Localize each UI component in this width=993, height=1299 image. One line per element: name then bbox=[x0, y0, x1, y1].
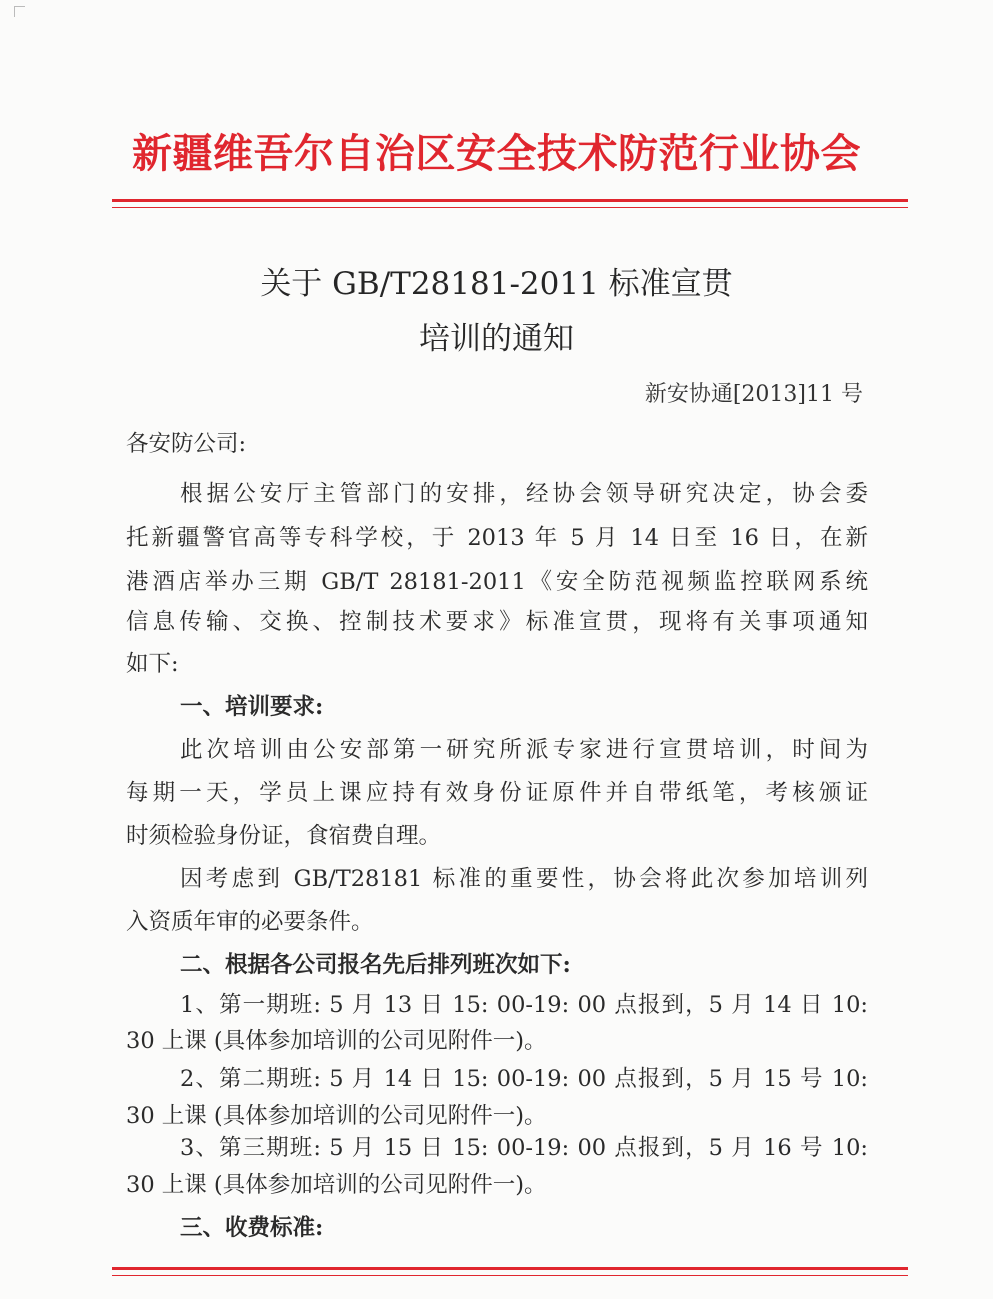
section-heading-class-schedule: 二、根据各公司报名先后排列班次如下: bbox=[180, 952, 571, 978]
letterhead-rule-thin bbox=[112, 207, 908, 208]
schedule-item-line2: 30 上课 (具体参加培训的公司见附件一)。 bbox=[126, 1103, 547, 1129]
document-number: 新安协通[2013]11 号 bbox=[644, 382, 863, 407]
schedule-item-line1: 3、第三期班: 5 月 15 日 15: 00-19: 00 点报到，5 月 16 号 10: bbox=[180, 1135, 868, 1161]
section-heading-training-requirements: 一、培训要求: bbox=[180, 694, 324, 720]
footer-rule-thin bbox=[112, 1275, 908, 1276]
salutation: 各安防公司: bbox=[126, 431, 247, 457]
body-line: 根据公安厅主管部门的安排，经协会领导研究决定，协会委 bbox=[180, 481, 868, 507]
letterhead-organization: 新疆维吾尔自治区安全技术防范行业协会 bbox=[132, 130, 861, 177]
body-line: 信息传输、交换、控制技术要求》标准宣贯，现将有关事项通知 bbox=[126, 609, 868, 635]
letterhead-rule-thick bbox=[112, 199, 908, 202]
section1-line: 入资质年审的必要条件。 bbox=[126, 909, 374, 935]
section-heading-fee-standard: 三、收费标准: bbox=[180, 1215, 324, 1241]
body-line: 托新疆警官高等专科学校，于 2013 年 5 月 14 日至 16 日，在新 bbox=[126, 525, 868, 551]
section1-line: 时须检验身份证，食宿费自理。 bbox=[126, 823, 442, 849]
section1-line: 此次培训由公安部第一研究所派专家进行宣贯培训，时间为 bbox=[180, 737, 868, 763]
schedule-item-line2: 30 上课 (具体参加培训的公司见附件一)。 bbox=[126, 1172, 547, 1198]
schedule-item-line1: 2、第二期班: 5 月 14 日 15: 00-19: 00 点报到，5 月 15 号 10: bbox=[180, 1066, 868, 1092]
footer-rule-thick bbox=[112, 1267, 908, 1270]
scan-corner-mark-icon bbox=[14, 6, 25, 17]
section1-line: 因考虑到 GB/T28181 标准的重要性，协会将此次参加培训列 bbox=[180, 866, 868, 892]
body-line: 港酒店举办三期 GB/T 28181-2011《安全防范视频监控联网系统 bbox=[126, 569, 868, 595]
document-title-line1: 关于 GB/T28181-2011 标准宣贯 bbox=[260, 266, 733, 302]
body-line: 如下: bbox=[126, 651, 179, 677]
schedule-item-line1: 1、第一期班: 5 月 13 日 15: 00-19: 00 点报到，5 月 14 日 10: bbox=[180, 992, 868, 1018]
section1-line: 每期一天，学员上课应持有效身份证原件并自带纸笔，考核颁证 bbox=[126, 780, 868, 806]
schedule-item-line2: 30 上课 (具体参加培训的公司见附件一)。 bbox=[126, 1028, 547, 1054]
document-title-line2: 培训的通知 bbox=[419, 321, 574, 357]
